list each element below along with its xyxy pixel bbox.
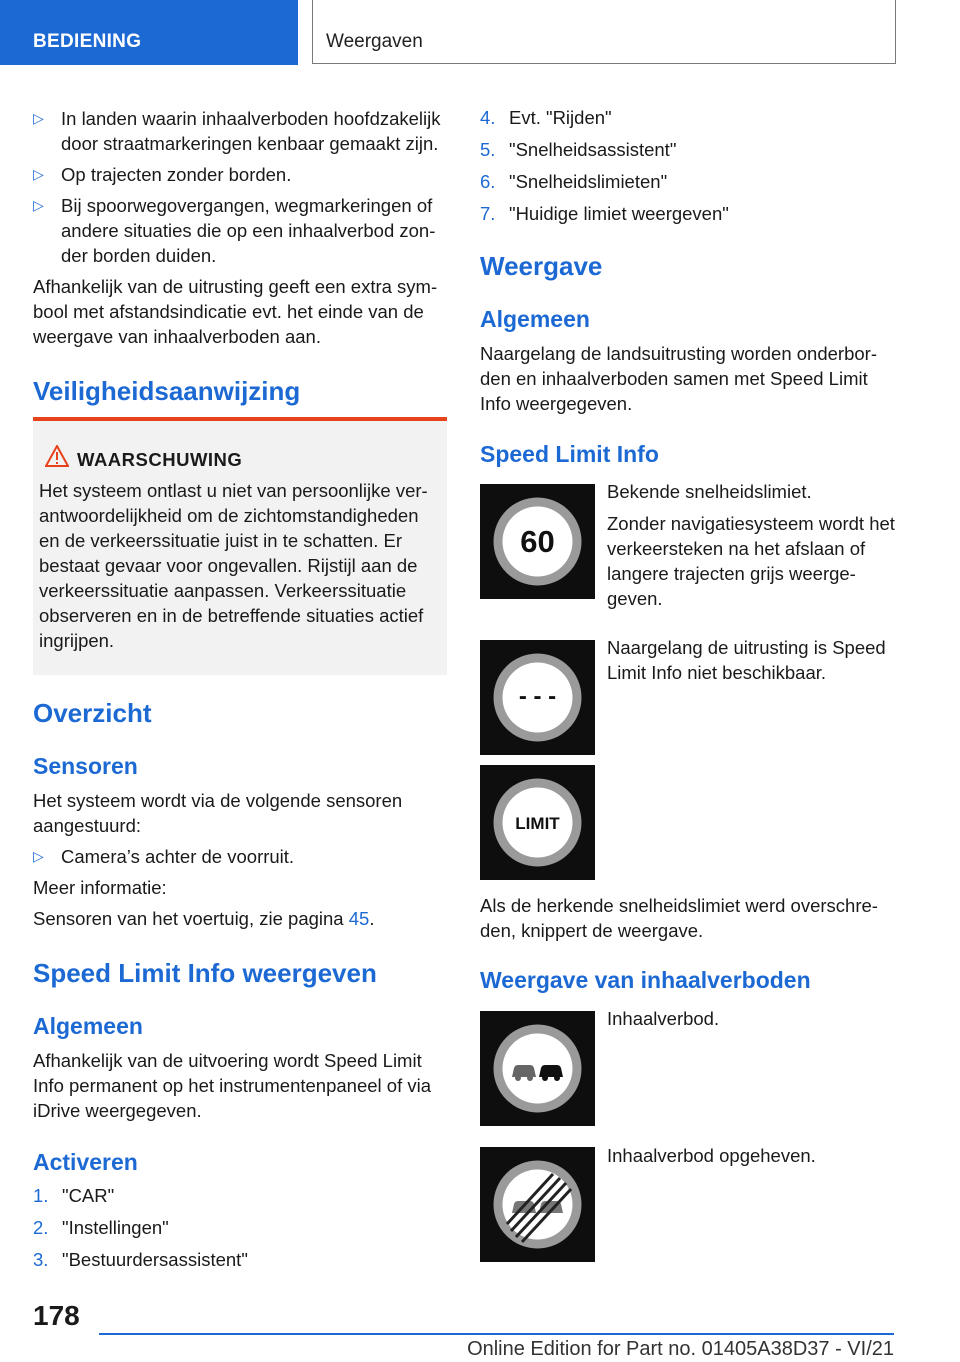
page-reference: Sensoren van het voertuig, zie pagina 45. bbox=[33, 908, 375, 929]
general-text: Afhankelijk van de uitvoering wordt Speed Limit Info permanent op het instrumentenpaneel of via iDrive weergegeven. bbox=[33, 1050, 432, 1121]
sign2-caption: Naargelang de uitrusting is Speed Limit Info niet beschikbaar. bbox=[607, 637, 886, 683]
footer-divider bbox=[99, 1333, 894, 1335]
list-item: 2. "Instellingen" bbox=[33, 1217, 169, 1238]
list-item: 7. "Huidige limiet weergeven" bbox=[480, 203, 729, 224]
activate-steps-continued bbox=[480, 105, 900, 226]
end-no-overtaking-icon bbox=[480, 1147, 595, 1262]
triangle-bullet-icon: ▷ bbox=[33, 848, 44, 864]
no-overtaking-sign bbox=[480, 1011, 595, 1126]
header-chapter-label: Weergaven bbox=[326, 31, 423, 52]
sign1-caption: Bekende snelheidslimiet. Zonder navigatiesysteem wordt het verkeersteken na het afslaan of langere trajecten grijs weerge-geven. bbox=[607, 481, 895, 609]
svg-text:- - -: - - - bbox=[518, 683, 557, 710]
paragraph: Meer informatie: bbox=[33, 877, 167, 898]
list-item: 6. "Snelheidslimieten" bbox=[480, 171, 668, 192]
svg-text:LIMIT: LIMIT bbox=[515, 814, 560, 833]
header-section-tab bbox=[0, 0, 298, 65]
warning-triangle-icon bbox=[45, 445, 69, 467]
triangle-bullet-icon: ▷ bbox=[33, 110, 44, 126]
left-bullets-1 bbox=[33, 106, 448, 349]
paragraph: Het systeem wordt via de volgende sensoren aangestuurd: bbox=[33, 790, 403, 836]
list-item: 1. "CAR" bbox=[33, 1185, 115, 1206]
list-item: ▷ Op trajecten zonder borden. bbox=[33, 164, 292, 185]
speed-limit-sign-icon bbox=[480, 484, 595, 599]
triangle-bullet-icon: ▷ bbox=[33, 166, 44, 182]
list-item: ▷ In landen waarin inhaalverboden hoofdzakelijk door straatmarkeringen kenbaar gemaakt zijn. bbox=[33, 108, 441, 154]
speed-limit-unknown-sign bbox=[480, 640, 595, 755]
warning-title: WAARSCHUWING bbox=[77, 449, 243, 470]
no-overtaking-icon bbox=[480, 1011, 595, 1126]
subheading-overtake: Weergave van inhaalverboden bbox=[480, 967, 811, 993]
general-text-right: Naargelang de landsuitrusting worden onderbor-den en inhaalverboden samen met Speed Limit Info weergegeven. bbox=[480, 343, 877, 414]
subheading-general-right: Algemeen bbox=[480, 306, 590, 332]
footer-edition: Online Edition for Part no. 01405A38D37 - VI/21 bbox=[467, 1338, 894, 1360]
heading-overview: Overzicht bbox=[33, 698, 152, 728]
page-number: 178 bbox=[33, 1300, 80, 1331]
limit-unavailable-sign bbox=[480, 765, 595, 880]
list-item: 3. "Bestuurdersassistent" bbox=[33, 1249, 248, 1270]
list-item: 4. Evt. "Rijden" bbox=[480, 107, 612, 128]
heading-safety: Veiligheidsaanwijzing bbox=[33, 376, 301, 406]
header-chapter-box bbox=[312, 0, 896, 64]
activate-steps bbox=[33, 1183, 448, 1272]
svg-text:60: 60 bbox=[520, 524, 555, 559]
speed-limit-60-sign bbox=[480, 484, 595, 599]
speed-limit-unknown-icon bbox=[480, 640, 595, 755]
heading-display: Speed Limit Info weergeven bbox=[33, 958, 377, 988]
triangle-bullet-icon: ▷ bbox=[33, 197, 44, 213]
heading-view: Weergave bbox=[480, 251, 603, 281]
list-item: ▷ Bij spoorwegovergangen, wegmarkeringen of andere situaties die op een inhaalverbod zon-der borden duiden. bbox=[33, 195, 436, 266]
subheading-general: Algemeen bbox=[33, 1013, 143, 1039]
subheading-sensors: Sensoren bbox=[33, 753, 138, 779]
warning-text: Het systeem ontlast u niet van persoonlijke ver-antwoordelijkheid om de zichtomstandigheden en de verkeerssituatie juist in te schatten. Er bestaat gevaar voor ongevallen. Rijstijl aan de verkeerssituatie aanpassen. Verkeerssituatie observeren en in de betreffende situaties actief ingrijpen. bbox=[39, 480, 428, 651]
blink-text: Als de herkende snelheidslimiet werd overschre-den, knippert de weergave. bbox=[480, 895, 878, 941]
end-no-overtaking-sign bbox=[480, 1147, 595, 1262]
paragraph: Afhankelijk van de uitrusting geeft een extra sym-bool met afstandsindicatie evt. het einde van de weergave van inhaalverboden aan. bbox=[33, 276, 438, 347]
page-link[interactable]: 45 bbox=[348, 908, 370, 929]
warning-box bbox=[33, 417, 447, 675]
limit-sign-icon bbox=[480, 765, 595, 880]
sensors-section bbox=[33, 788, 448, 931]
sign4-caption: Inhaalverbod. bbox=[607, 1008, 720, 1029]
list-item: 5. "Snelheidsassistent" bbox=[480, 139, 677, 160]
sign5-caption: Inhaalverbod opgeheven. bbox=[607, 1145, 816, 1166]
subheading-speed-limit-info: Speed Limit Info bbox=[480, 441, 659, 467]
header-section-label: BEDIENING bbox=[33, 31, 142, 52]
list-item: ▷ Camera’s achter de voorruit. bbox=[33, 846, 295, 867]
subheading-activate: Activeren bbox=[33, 1149, 138, 1175]
